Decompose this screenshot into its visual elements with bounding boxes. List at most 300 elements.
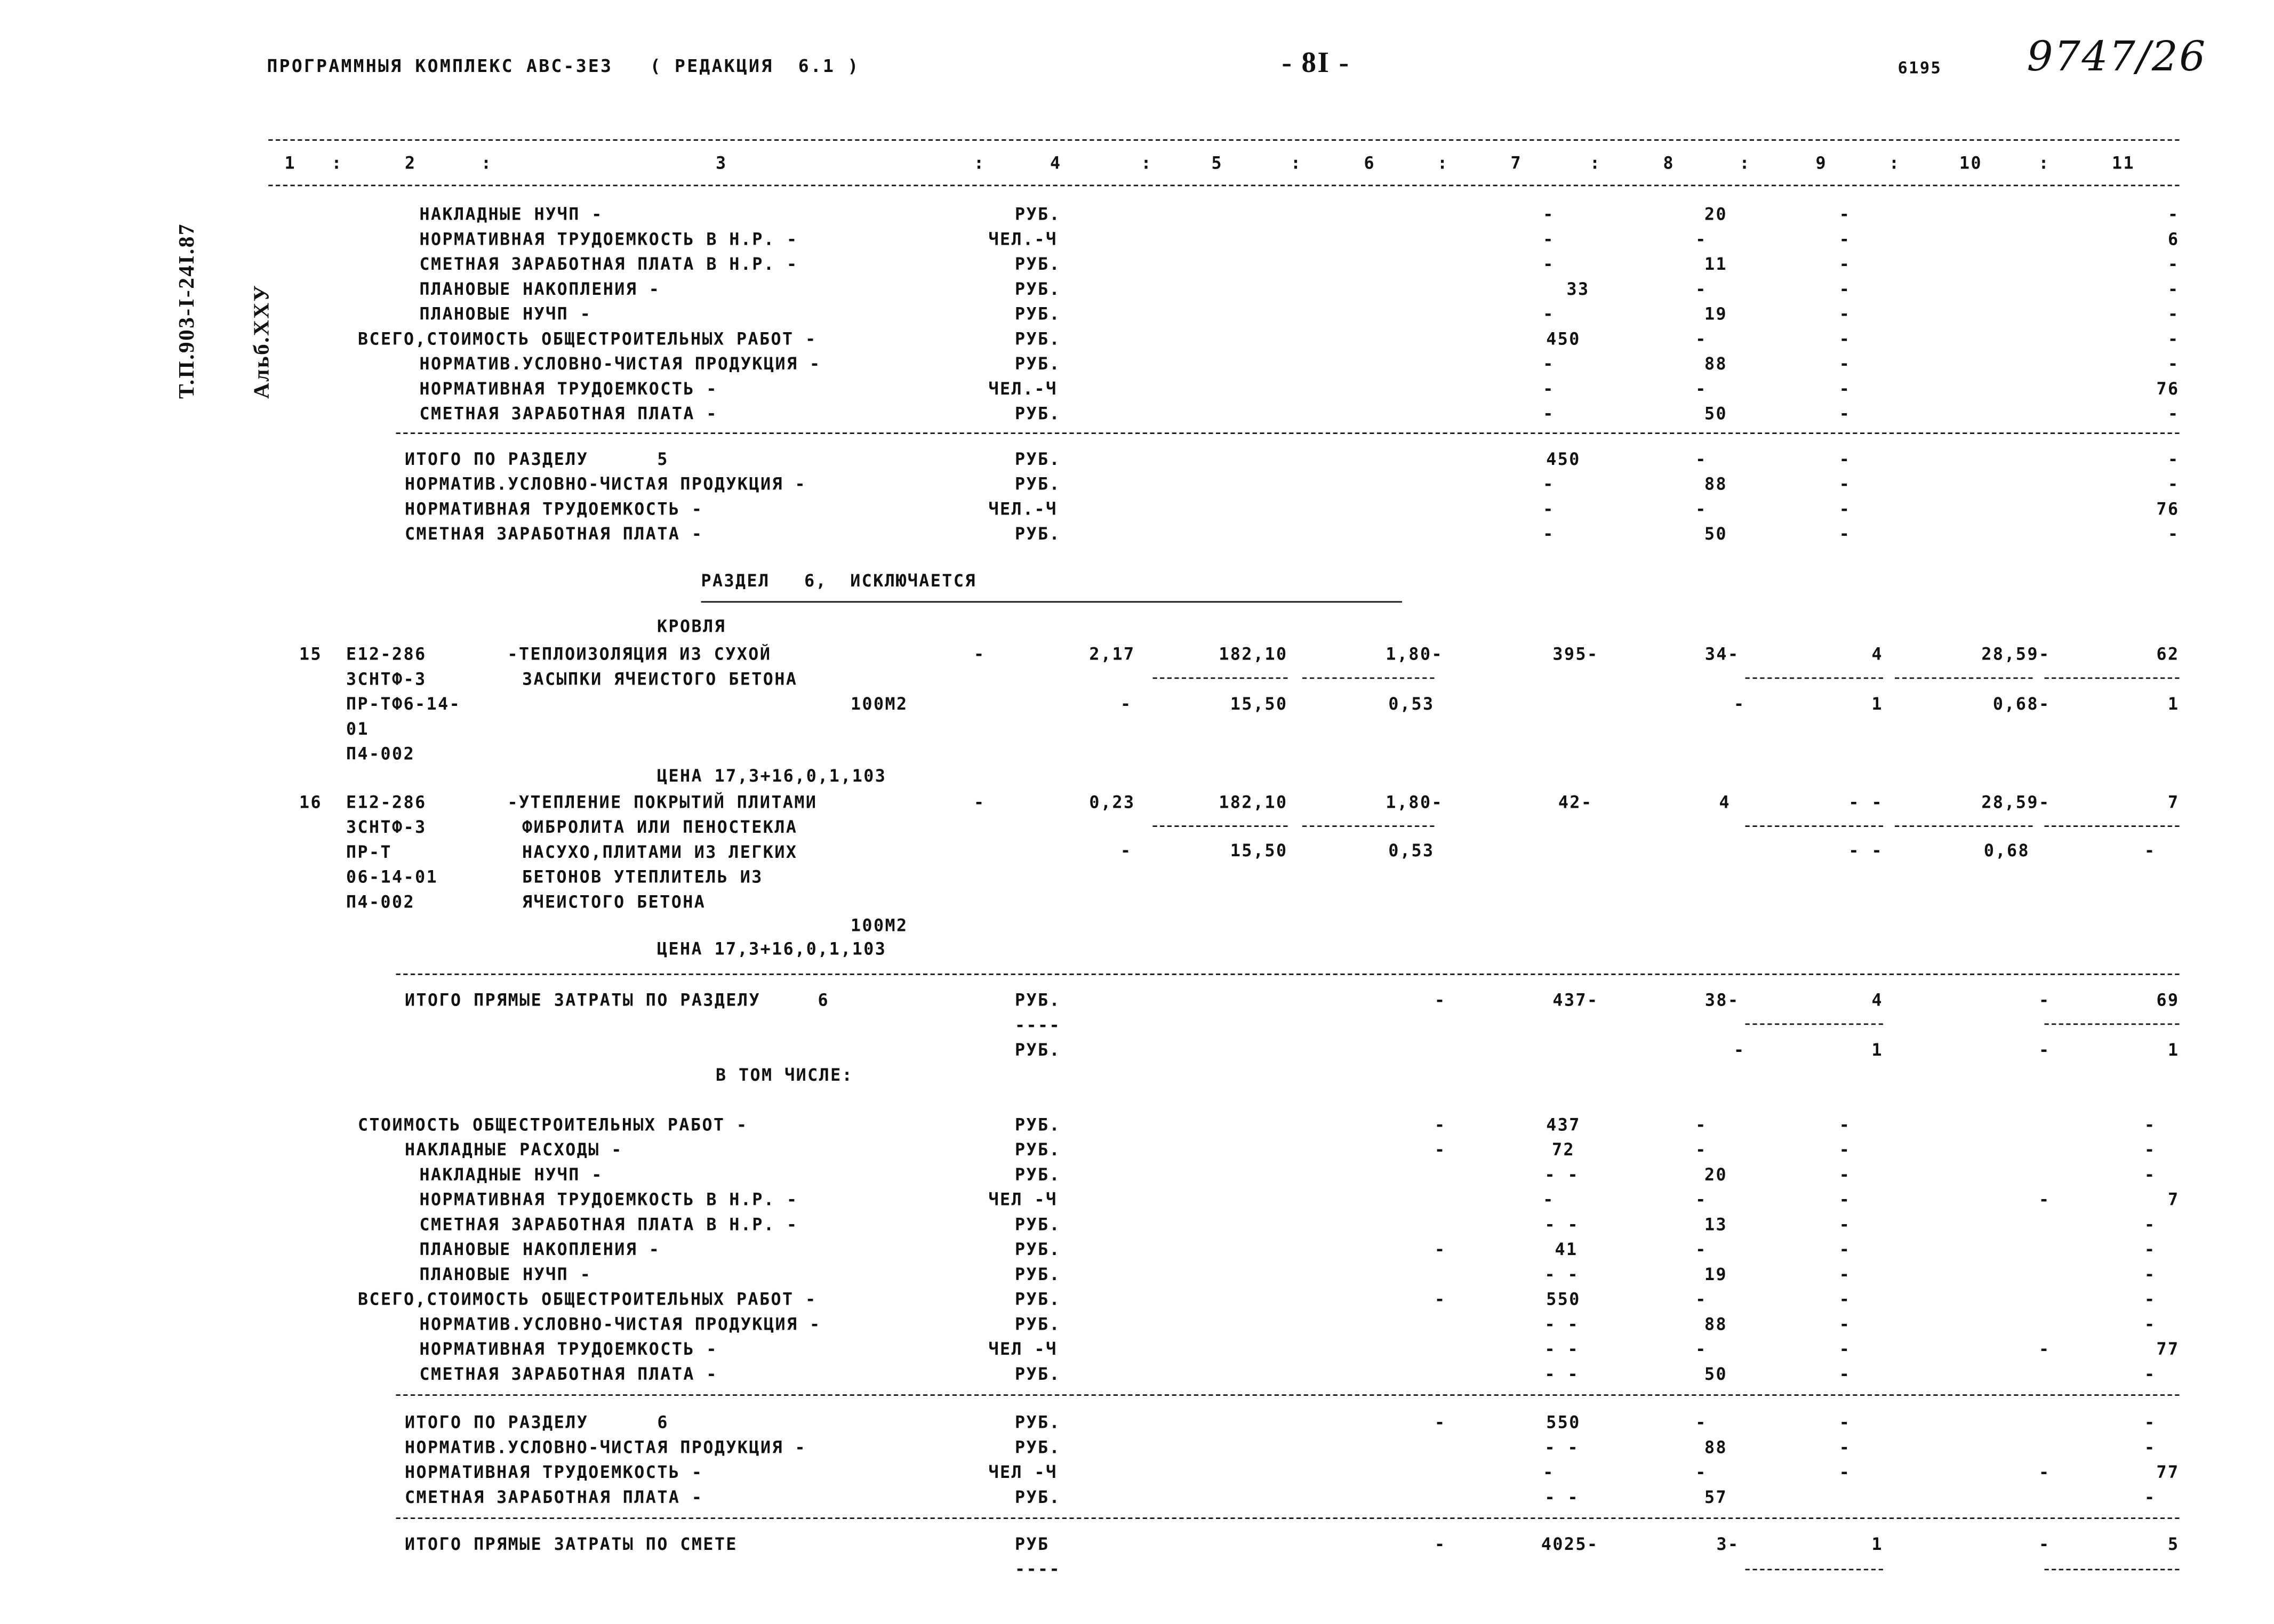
cell-c5: 182,10	[1219, 792, 1288, 813]
cell-c7: 4025-	[1541, 1533, 1599, 1554]
cell-c8: -	[1695, 1189, 1707, 1210]
cell-c7: -	[1543, 253, 1555, 275]
row-unit: РУБ	[1015, 1533, 1050, 1554]
row-unit: РУБ.	[1015, 448, 1061, 469]
cell-c5: 182,10	[1219, 644, 1288, 664]
cell-c11: -	[2167, 403, 2180, 424]
cell-c9: -	[1839, 1214, 1851, 1235]
cell-c8: 20	[1704, 1164, 1728, 1185]
cell-c8: -	[1695, 1139, 1707, 1160]
cell-c9: -	[1839, 378, 1851, 399]
cell-c8: 4	[1719, 792, 1731, 813]
header-rule-top	[268, 139, 2179, 141]
cell-c8: -	[1695, 378, 1707, 399]
col-num-3: 3	[716, 152, 727, 173]
cell-c11: 76	[2156, 499, 2180, 519]
col-num-11: 11	[2112, 152, 2135, 173]
cell-r2-c4: -	[1120, 693, 1132, 714]
cell-c7: -	[1543, 473, 1555, 494]
side-label-line1: Т.П.903-I-24I.87	[176, 223, 199, 399]
col-num-1: 1	[284, 152, 297, 173]
cell-c8: 57	[1704, 1486, 1728, 1507]
cell-c7: -	[1543, 204, 1555, 224]
cell-c9: -	[1839, 278, 1851, 299]
item16-rule-c6	[1302, 825, 1435, 827]
including-label: В ТОМ ЧИСЛЕ:	[716, 1064, 854, 1085]
cell-c7: 33	[1566, 278, 1590, 299]
row-label: ВСЕГО,СТОИМОСТЬ ОБЩЕСТРОИТЕЛЬНЫХ РАБОТ -	[358, 1289, 817, 1309]
cell-c9: -	[1839, 1289, 1851, 1309]
section-title: РАЗДЕЛ 6, ИСКЛЮЧАЕТСЯ	[701, 570, 976, 591]
col-sep-1: :	[331, 152, 343, 173]
item-price: ЦЕНА 17,3+16,0,1,103	[657, 765, 887, 786]
cell-c9: -	[1839, 448, 1851, 469]
row-unit: РУБ.	[1015, 1214, 1061, 1235]
cell-c9: 1	[1871, 1533, 1883, 1554]
cell-c8: -	[1695, 1412, 1707, 1433]
col-num-6: 6	[1364, 152, 1376, 173]
item15-rule-c6	[1302, 678, 1435, 679]
col-sep-3: :	[974, 152, 986, 173]
side-label	[126, 150, 326, 399]
row-label: ИТОГО ПО РАЗДЕЛУ 5	[405, 448, 669, 469]
cell-c7: - -	[1544, 1314, 1580, 1334]
cell-c8: -	[1695, 328, 1707, 349]
cell-c7: 550	[1546, 1289, 1581, 1309]
row-label: НОРМАТИВНАЯ ТРУДОЕМКОСТЬ -	[405, 499, 703, 519]
cell-r2-c10: 0,68-	[1992, 693, 2051, 714]
cell-c11: 62	[2156, 644, 2180, 664]
row-unit: ЧЕЛ -Ч	[988, 1189, 1058, 1210]
cell-c7: 437-	[1552, 990, 1599, 1010]
row-label: ИТОГО ПО РАЗДЕЛУ 6	[405, 1412, 669, 1433]
item16-rule-c9	[1745, 825, 1884, 827]
cell-c7: - -	[1544, 1437, 1580, 1458]
item15-rule-c9	[1745, 678, 1884, 679]
row-label: СТОИМОСТЬ ОБЩЕСТРОИТЕЛЬНЫХ РАБОТ -	[358, 1114, 748, 1135]
program-header: ПРОГРАММНЫЯ КОМПЛЕКС АВС-ЗЕЗ ( РЕДАКЦИЯ 6.1 )	[267, 55, 860, 76]
item-code-line: Е12-286	[346, 792, 427, 813]
section5-rule	[396, 432, 2180, 434]
cell-r2-c6: 0,53	[1388, 693, 1435, 714]
row-label: СМЕТНАЯ ЗАРАБОТНАЯ ПЛАТА -	[419, 403, 718, 424]
row-unit: РУБ.	[1015, 1039, 1061, 1060]
cell-c8: -	[1695, 1461, 1707, 1483]
cell-r2-c9: 1	[1871, 693, 1883, 714]
row-label: ИТОГО ПРЯМЫЕ ЗАТРАТЫ ПО РАЗДЕЛУ 6	[405, 990, 830, 1010]
cell-r2-c11: -	[2144, 840, 2156, 861]
cell-c7: -	[1543, 303, 1555, 324]
cell-c11: 69	[2156, 990, 2180, 1010]
estimate-total-rule-c11	[2045, 1569, 2180, 1571]
cell-c9: -	[1839, 229, 1851, 250]
cell-r2-c5: 15,50	[1230, 840, 1288, 861]
cell-c11: 7	[2167, 792, 2180, 813]
cell-c11: -	[2167, 328, 2180, 349]
cell-c11: -	[2144, 1486, 2156, 1507]
cell-c8: 50	[1704, 403, 1728, 424]
cell-c8: 38-	[1704, 990, 1740, 1010]
unit-underline: ----	[1015, 1015, 1061, 1035]
item-code-line: П4-002	[346, 743, 415, 764]
col-sep-7: :	[1590, 152, 1602, 173]
cell-c11: -	[2167, 353, 2180, 374]
cell-c11: -	[2144, 1114, 2156, 1135]
cell-c10: -	[2038, 1461, 2051, 1483]
row-label: ВСЕГО,СТОИМОСТЬ ОБЩЕСТРОИТЕЛЬНЫХ РАБОТ -	[358, 328, 817, 349]
cell-c9: -	[1839, 1139, 1851, 1160]
col-num-5: 5	[1211, 152, 1223, 173]
row-label: НОРМАТИВНАЯ ТРУДОЕМКОСТЬ -	[419, 1338, 718, 1360]
cell-c8: -	[1695, 278, 1707, 299]
cell-c8: 3-	[1716, 1533, 1740, 1554]
cell-r2-c6: 0,53	[1388, 840, 1435, 861]
cell-c10: -	[2038, 1189, 2051, 1210]
cell-r2-c11: 1	[2167, 693, 2180, 714]
row-label: НОРМАТИВ.УСЛОВНО-ЧИСТАЯ ПРОДУКЦИЯ -	[405, 473, 807, 494]
cell-c11: 5	[2167, 1533, 2180, 1554]
item-code-line: ПР-Т	[346, 841, 393, 862]
section-title-underline	[701, 601, 1403, 603]
direct-costs-rule-c11	[2045, 1024, 2180, 1025]
row-label: СМЕТНАЯ ЗАРАБОТНАЯ ПЛАТА В Н.Р. -	[419, 253, 798, 275]
row-unit: РУБ.	[1015, 1486, 1061, 1507]
item-code-line: ЗСНТФ-3	[346, 816, 427, 838]
cell-c9: -	[1839, 1461, 1851, 1483]
row-label: НОРМАТИВ.УСЛОВНО-ЧИСТАЯ ПРОДУКЦИЯ -	[405, 1437, 807, 1458]
cell-c8: -	[1695, 448, 1707, 469]
side-label-line2: Альб.ХХУ	[251, 284, 275, 399]
item-price: ЦЕНА 17,3+16,0,1,103	[657, 938, 887, 959]
item-number: 16	[299, 792, 323, 813]
section-subtitle: КРОВЛЯ	[657, 616, 726, 637]
row-label: НОРМАТИВ.УСЛОВНО-ЧИСТАЯ ПРОДУКЦИЯ -	[419, 353, 821, 374]
cell-c9: -	[1839, 499, 1851, 519]
row-label: СМЕТНАЯ ЗАРАБОТНАЯ ПЛАТА -	[405, 523, 703, 544]
row-label: НОРМАТИВ.УСЛОВНО-ЧИСТАЯ ПРОДУКЦИЯ -	[419, 1314, 821, 1334]
row-unit: РУБ.	[1015, 1264, 1061, 1284]
row-label: ИТОГО ПРЯМЫЕ ЗАТРАТЫ ПО СМЕТЕ	[405, 1533, 738, 1554]
row-unit: РУБ.	[1015, 204, 1061, 224]
row-label: СМЕТНАЯ ЗАРАБОТНАЯ ПЛАТА -	[405, 1486, 703, 1507]
cell-r2-c9: - -	[1848, 840, 1883, 861]
cell-c6: -	[1434, 1114, 1446, 1135]
cell-c7: 72	[1551, 1139, 1575, 1160]
row-label: НАКЛАДНЫЕ РАСХОДЫ -	[405, 1139, 623, 1160]
row-label: ПЛАНОВЫЕ НАКОПЛЕНИЯ -	[419, 278, 661, 299]
row-label: НОРМАТИВНАЯ ТРУДОЕМКОСТЬ В Н.Р. -	[419, 229, 798, 250]
item-code-line: П4-002	[346, 891, 415, 912]
row-unit: ЧЕЛ.-Ч	[988, 229, 1058, 250]
cell-c11: -	[2144, 1214, 2156, 1235]
cell-c8: 19	[1704, 303, 1728, 324]
cell-c6: 1,80-	[1386, 792, 1443, 813]
cell-c8: -	[1695, 229, 1707, 250]
row-label: ПЛАНОВЫЕ НУЧП -	[419, 303, 592, 324]
cell-c8: 34-	[1704, 644, 1740, 664]
cell-c8: 50	[1704, 1363, 1728, 1384]
cell-c7: - -	[1544, 1363, 1580, 1384]
cell-c11: -	[2144, 1412, 2156, 1433]
cell-r2-c8: -	[1733, 693, 1745, 714]
cell-c8: 50	[1704, 523, 1728, 544]
row-label: НОРМАТИВНАЯ ТРУДОЕМКОСТЬ -	[405, 1461, 703, 1483]
cell-c9: -	[1839, 204, 1851, 224]
cell-c7: -	[1543, 1189, 1555, 1210]
row-unit: РУБ.	[1015, 353, 1061, 374]
estimate-total-rule-c9	[1745, 1569, 1884, 1571]
row-unit: РУБ.	[1015, 473, 1061, 494]
cell-c8: 88	[1704, 353, 1728, 374]
row-unit: РУБ.	[1015, 328, 1061, 349]
cell-c6: -	[1434, 1412, 1446, 1433]
cell-c7: - -	[1544, 1214, 1580, 1235]
cell-c9: 4	[1871, 990, 1883, 1010]
row-unit: РУБ.	[1015, 303, 1061, 324]
row-unit: РУБ.	[1015, 403, 1061, 424]
cell-c10: -	[2038, 990, 2051, 1010]
cell-c9: -	[1839, 1412, 1851, 1433]
col-sep-4: :	[1141, 152, 1153, 173]
cell-c9: - -	[1848, 792, 1883, 813]
cell-c11: -	[2167, 303, 2180, 324]
cell-c8: 88	[1704, 1437, 1728, 1458]
col-sep-6: :	[1437, 152, 1449, 173]
col-sep-9: :	[1889, 152, 1901, 173]
item-code-line: ЗСНТФ-3	[346, 669, 427, 689]
col-num-10: 10	[1959, 152, 1983, 173]
cell-c9: -	[1839, 1437, 1851, 1458]
cell-c10: 28,59-	[1981, 644, 2051, 664]
row-label: НОРМАТИВНАЯ ТРУДОЕМКОСТЬ -	[419, 378, 718, 399]
cell-c11: -	[2167, 278, 2180, 299]
direct-costs-rule-c9	[1745, 1024, 1884, 1025]
cell-c9: 4	[1871, 644, 1883, 664]
item16-rule-c10	[1895, 825, 2033, 827]
row-unit: РУБ.	[1015, 523, 1061, 544]
cell-c7: -	[1543, 229, 1555, 250]
cell-c4: -	[974, 644, 986, 664]
row-label: СМЕТНАЯ ЗАРАБОТНАЯ ПЛАТА В Н.Р. -	[419, 1214, 798, 1235]
cell-c11: -	[2144, 1239, 2156, 1260]
cell-c7: - -	[1544, 1164, 1580, 1185]
cell-c8: -	[1695, 499, 1707, 519]
cell-c6: 1,80-	[1386, 644, 1443, 664]
document-code: 6195	[1897, 59, 1942, 78]
cell-c6: -	[1434, 1139, 1446, 1160]
page-number: - 8I -	[1282, 47, 1350, 79]
cell-c4: -	[974, 792, 986, 813]
cell-c8: -	[1695, 1338, 1707, 1360]
item-code-line: 06-14-01	[346, 866, 438, 887]
item-description-line: БЕТОНОВ УТЕПЛИТЕЛЬ ИЗ	[522, 866, 763, 887]
col-num-9: 9	[1815, 152, 1828, 173]
row-label: СМЕТНАЯ ЗАРАБОТНАЯ ПЛАТА -	[419, 1363, 718, 1384]
cell-c7: -	[1543, 523, 1555, 544]
handwritten-number: 9747/26	[2027, 32, 2207, 81]
row-label: НОРМАТИВНАЯ ТРУДОЕМКОСТЬ В Н.Р. -	[419, 1189, 798, 1210]
cell-c11: -	[2144, 1363, 2156, 1384]
cell-c9: -	[1839, 1264, 1851, 1284]
cell-c11: 77	[2156, 1338, 2180, 1360]
cell-c9: -	[1839, 403, 1851, 424]
item-description-line: ФИБРОЛИТА ИЛИ ПЕНОСТЕКЛА	[522, 816, 798, 838]
cell-c7: 550	[1546, 1412, 1581, 1433]
row-unit: РУБ.	[1015, 1412, 1061, 1433]
cell-c11: -	[2167, 448, 2180, 469]
row-unit: РУБ.	[1015, 1239, 1061, 1260]
cell-c7: - -	[1544, 1338, 1580, 1360]
cell-c11: -	[2167, 253, 2180, 275]
cell-c9: -	[1839, 1189, 1851, 1210]
cell-c10: -	[2038, 1338, 2051, 1360]
item-code-line: ПР-ТФ6-14-	[346, 693, 461, 714]
cell-c6: -	[1434, 990, 1446, 1010]
item16-rule-c11	[2045, 825, 2180, 827]
cell-c8: 11	[1704, 253, 1728, 275]
row-unit: РУБ.	[1015, 253, 1061, 275]
cell-c7: 42-	[1558, 792, 1593, 813]
cell-r2-c4: -	[1120, 840, 1132, 861]
item16-rule-c5	[1153, 825, 1288, 827]
cell-c7: 41	[1555, 1239, 1578, 1260]
row-unit: РУБ.	[1015, 1114, 1061, 1135]
cell-c9: -	[1839, 1164, 1851, 1185]
cell-c9: -	[1839, 1239, 1851, 1260]
row-label: ПЛАНОВЫЕ НУЧП -	[419, 1264, 592, 1284]
cell-r2-c10: 0,68	[1983, 840, 2030, 861]
col-sep-10: :	[2038, 152, 2051, 173]
cell-c8: -	[1695, 1114, 1707, 1135]
cell-c11: -	[2144, 1164, 2156, 1185]
row-unit: ЧЕЛ.-Ч	[988, 499, 1058, 519]
cell-c6: -	[1434, 1239, 1446, 1260]
item-description-line: -УТЕПЛЕНИЕ ПОКРЫТИЙ ПЛИТАМИ	[507, 792, 818, 813]
row-unit: РУБ.	[1015, 990, 1061, 1010]
row-unit: РУБ.	[1015, 1289, 1061, 1309]
cell-r2-c9: 1	[1871, 1039, 1883, 1060]
item15-rule-c11	[2045, 678, 2180, 679]
row-unit: РУБ.	[1015, 1363, 1061, 1384]
item-quantity: 0,23	[1089, 792, 1135, 813]
cell-c7: -	[1543, 1461, 1555, 1483]
cell-c10: 28,59-	[1981, 792, 2051, 813]
cell-c9: -	[1839, 523, 1851, 544]
cell-c8: -	[1695, 1239, 1707, 1260]
cell-r2-c8: -	[1733, 1039, 1745, 1060]
item-description-line: -ТЕПЛОИЗОЛЯЦИЯ ИЗ СУХОЙ	[507, 644, 772, 664]
cell-c11: -	[2144, 1289, 2156, 1309]
cell-c11: -	[2144, 1264, 2156, 1284]
item-code-line: 01	[346, 718, 370, 739]
row-unit: РУБ.	[1015, 1314, 1061, 1334]
cell-c8: 88	[1704, 473, 1728, 494]
item-number: 15	[299, 644, 323, 664]
col-sep-8: :	[1739, 152, 1751, 173]
row-label: НАКЛАДНЫЕ НУЧП -	[419, 204, 603, 224]
cell-c11: -	[2144, 1139, 2156, 1160]
row-unit: РУБ.	[1015, 1437, 1061, 1458]
col-num-4: 4	[1050, 152, 1062, 173]
col-sep-2: :	[481, 152, 493, 173]
cell-c7: 450	[1546, 448, 1581, 469]
row-unit: ЧЕЛ.-Ч	[988, 378, 1058, 399]
header-rule-bottom	[268, 185, 2179, 187]
section6-total-rule	[396, 1394, 2180, 1396]
cell-c7: 450	[1546, 328, 1581, 349]
cell-c11: -	[2167, 204, 2180, 224]
item-description-line: ЯЧЕИСТОГО БЕТОНА	[522, 891, 706, 912]
cell-c10: -	[2038, 1533, 2051, 1554]
cell-c6: -	[1434, 1533, 1446, 1554]
row-label: ПЛАНОВЫЕ НАКОПЛЕНИЯ -	[419, 1239, 661, 1260]
cell-c9: -	[1839, 473, 1851, 494]
cell-c8: 20	[1704, 204, 1728, 224]
cell-r2-c5: 15,50	[1230, 693, 1288, 714]
item-description-line: ЗАСЫПКИ ЯЧЕИСТОГО БЕТОНА	[522, 669, 798, 689]
cell-c11: -	[2167, 523, 2180, 544]
cell-c7: -	[1543, 353, 1555, 374]
cell-r2-c10: -	[2038, 1039, 2051, 1060]
row-label: НАКЛАДНЫЕ НУЧП -	[419, 1164, 603, 1185]
cell-c7: -	[1543, 378, 1555, 399]
cell-c11: 6	[2167, 229, 2180, 250]
col-num-7: 7	[1510, 152, 1523, 173]
cell-c7: - -	[1544, 1264, 1580, 1284]
row-unit: РУБ.	[1015, 1139, 1061, 1160]
cell-c11: -	[2167, 473, 2180, 494]
cell-c7: -	[1543, 499, 1555, 519]
cell-c11: 7	[2167, 1189, 2180, 1210]
cell-c11: 77	[2156, 1461, 2180, 1483]
row-unit: РУБ.	[1015, 1164, 1061, 1185]
cell-c7: - -	[1544, 1486, 1580, 1507]
cell-c11: 76	[2156, 378, 2180, 399]
cell-c8: 88	[1704, 1314, 1728, 1334]
cell-c8: 19	[1704, 1264, 1728, 1284]
cell-c7: -	[1543, 403, 1555, 424]
cell-c8: -	[1695, 1289, 1707, 1309]
unit-underline: ----	[1015, 1558, 1061, 1579]
row-unit: ЧЕЛ -Ч	[988, 1461, 1058, 1483]
cell-c9: -	[1839, 353, 1851, 374]
cell-c9: -	[1839, 1314, 1851, 1334]
direct-costs-rule	[396, 974, 2180, 975]
cell-c9: -	[1839, 328, 1851, 349]
row-unit: ЧЕЛ -Ч	[988, 1338, 1058, 1360]
cell-c6: -	[1434, 1289, 1446, 1309]
item-code-line: Е12-286	[346, 644, 427, 664]
cell-c11: -	[2144, 1437, 2156, 1458]
item15-rule-c5	[1153, 678, 1288, 679]
item15-rule-c10	[1895, 678, 2033, 679]
cell-c11: -	[2144, 1314, 2156, 1334]
cell-c9: -	[1839, 303, 1851, 324]
row-unit: РУБ.	[1015, 278, 1061, 299]
col-num-2: 2	[405, 152, 417, 173]
cell-c7: 437	[1546, 1114, 1581, 1135]
item-description-line: НАСУХО,ПЛИТАМИ ИЗ ЛЕГКИХ	[522, 841, 798, 862]
cell-c9: -	[1839, 1363, 1851, 1384]
cell-c9: -	[1839, 1114, 1851, 1135]
item-unit: 100М2	[851, 693, 908, 714]
estimate-total-rule	[396, 1517, 2180, 1519]
cell-c9: -	[1839, 253, 1851, 275]
cell-c8: 13	[1704, 1214, 1728, 1235]
cell-r2-c11: 1	[2167, 1039, 2180, 1060]
col-sep-5: :	[1291, 152, 1302, 173]
col-num-8: 8	[1663, 152, 1675, 173]
